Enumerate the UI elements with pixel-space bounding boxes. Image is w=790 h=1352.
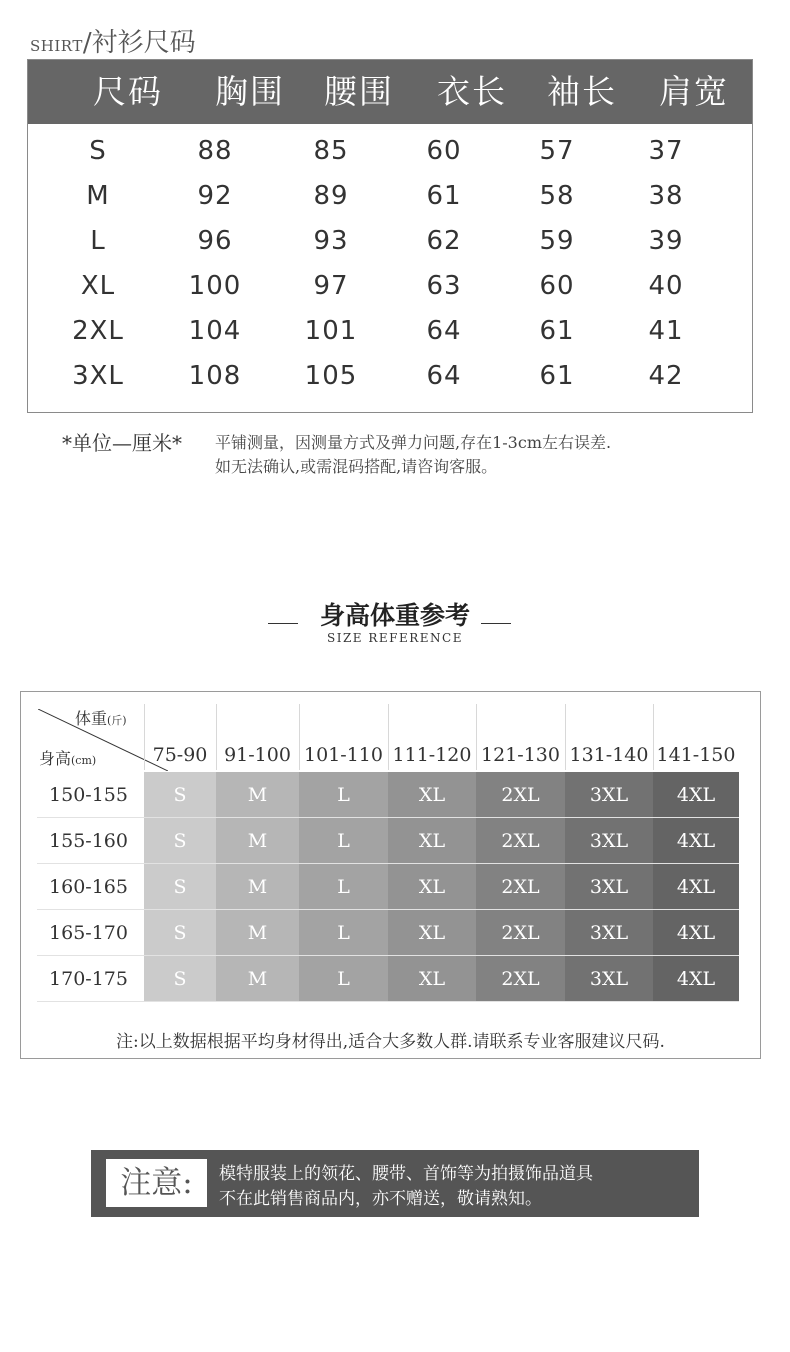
notice-banner — [91, 1150, 699, 1217]
size-suggestion-cell: L — [299, 772, 388, 818]
weight-range-header: 75-90 — [152, 744, 208, 766]
size-cell: 104 — [188, 316, 242, 346]
height-range-label: 165-170 — [49, 922, 128, 944]
size-cell: S — [89, 136, 107, 166]
size-cell: 96 — [197, 226, 233, 256]
size-suggestion-cell: 2XL — [476, 818, 565, 864]
reference-subtitle: SIZE REFERENCE — [327, 631, 463, 645]
weight-range-header: 141-150 — [656, 744, 736, 766]
notice-line2: 不在此销售商品内，亦不赠送，敬请熟知。 — [219, 1189, 542, 1209]
size-cell: 85 — [313, 136, 349, 166]
size-cell: 64 — [426, 361, 462, 391]
size-cell: 63 — [426, 271, 462, 301]
header-shoulder: 肩宽 — [659, 72, 729, 111]
height-unit: (cm) — [71, 754, 97, 767]
size-cell: 38 — [648, 181, 684, 211]
notice-label: 注意: — [120, 1165, 193, 1201]
size-suggestion-cell: 4XL — [653, 864, 739, 910]
size-suggestion-cell: 2XL — [476, 772, 565, 818]
weight-range-header: 131-140 — [569, 744, 649, 766]
size-cell: 100 — [188, 271, 242, 301]
height-range-label: 150-155 — [49, 784, 128, 806]
size-cell: 108 — [188, 361, 242, 391]
size-suggestion-cell: 3XL — [565, 956, 653, 1002]
size-suggestion-cell: L — [299, 864, 388, 910]
size-suggestion-cell: 2XL — [476, 910, 565, 956]
weight-range-header: 111-120 — [392, 744, 472, 766]
weight-axis-label — [75, 706, 127, 729]
size-suggestion-cell: 4XL — [653, 956, 739, 1002]
size-cell: 59 — [539, 226, 575, 256]
height-weight-table — [20, 691, 761, 1059]
header-waist: 腰围 — [324, 72, 394, 111]
header-size: 尺码 — [93, 72, 163, 111]
shirt-title-sep: / — [82, 28, 92, 58]
weight-label: 体重 — [75, 709, 108, 728]
size-suggestion-cell: L — [299, 910, 388, 956]
size-suggestion-cell: M — [216, 772, 299, 818]
size-row — [28, 129, 752, 174]
size-cell: 64 — [426, 316, 462, 346]
size-suggestion-cell: S — [144, 772, 216, 818]
size-cell: 61 — [426, 181, 462, 211]
reference-title: 身高体重参考 — [319, 601, 470, 630]
size-cell: 61 — [539, 316, 575, 346]
size-cell: 39 — [648, 226, 684, 256]
size-cell: 93 — [313, 226, 349, 256]
height-range-label: 155-160 — [49, 830, 128, 852]
header-sleeve: 袖长 — [547, 72, 617, 111]
size-suggestion-cell: S — [144, 818, 216, 864]
size-suggestion-cell: S — [144, 864, 216, 910]
size-suggestion-cell: 3XL — [565, 818, 653, 864]
size-cell: L — [90, 226, 106, 256]
row-separator — [37, 1001, 739, 1002]
weight-unit: (斤) — [107, 714, 127, 727]
header-length: 衣长 — [437, 72, 507, 111]
size-suggestion-cell: 4XL — [653, 818, 739, 864]
size-cell: 42 — [648, 361, 684, 391]
size-suggestion-cell: S — [144, 910, 216, 956]
size-cell: XL — [80, 271, 116, 301]
size-cell: 58 — [539, 181, 575, 211]
size-cell: 61 — [539, 361, 575, 391]
size-suggestion-cell: 2XL — [476, 864, 565, 910]
size-suggestion-cell: L — [299, 818, 388, 864]
size-cell: 37 — [648, 136, 684, 166]
size-suggestion-cell: XL — [388, 818, 476, 864]
size-row — [28, 354, 752, 399]
measure-note-line2: 如无法确认,或需混码搭配,请咨询客服。 — [215, 457, 498, 476]
size-cell: 60 — [426, 136, 462, 166]
notice-line1: 模特服装上的领花、腰带、首饰等为拍摄饰品道具 — [219, 1164, 593, 1184]
size-cell: 89 — [313, 181, 349, 211]
height-label: 身高 — [39, 749, 72, 768]
size-suggestion-cell: M — [216, 910, 299, 956]
size-cell: 3XL — [72, 361, 124, 391]
size-cell: 62 — [426, 226, 462, 256]
weight-range-header: 121-130 — [481, 744, 560, 766]
size-cell: 60 — [539, 271, 575, 301]
size-table-header — [28, 60, 752, 124]
notice-label-box — [106, 1159, 207, 1207]
size-suggestion-cell: 3XL — [565, 910, 653, 956]
size-cell: 97 — [313, 271, 349, 301]
size-cell: 92 — [197, 181, 233, 211]
reference-note: 注:以上数据根据平均身材得出,适合大多数人群.请联系专业客服建议尺码. — [116, 1032, 665, 1052]
size-cell: 2XL — [72, 316, 124, 346]
height-axis-label — [39, 746, 96, 769]
size-row — [28, 174, 752, 219]
size-cell: 105 — [304, 361, 358, 391]
unit-note: *单位—厘米* — [62, 431, 182, 455]
shirt-title-cn: 衬衫尺码 — [91, 28, 196, 58]
size-cell: 101 — [304, 316, 358, 346]
size-suggestion-cell: M — [216, 864, 299, 910]
size-suggestion-cell: 4XL — [653, 772, 739, 818]
size-suggestion-cell: 3XL — [565, 864, 653, 910]
size-suggestion-cell: S — [144, 956, 216, 1002]
size-suggestion-cell: 4XL — [653, 910, 739, 956]
height-range-label: 170-175 — [49, 968, 128, 990]
size-row — [28, 264, 752, 309]
size-suggestion-cell: M — [216, 818, 299, 864]
size-suggestion-cell: 3XL — [565, 772, 653, 818]
size-suggestion-cell: 2XL — [476, 956, 565, 1002]
height-range-label: 160-165 — [49, 876, 128, 898]
size-suggestion-cell: L — [299, 956, 388, 1002]
shirt-size-title — [30, 22, 196, 59]
size-cell: 57 — [539, 136, 575, 166]
size-row — [28, 219, 752, 264]
shirt-size-table — [27, 59, 753, 413]
size-suggestion-cell: XL — [388, 956, 476, 1002]
size-cell: 40 — [648, 271, 684, 301]
size-row — [28, 309, 752, 354]
size-cell: 88 — [197, 136, 233, 166]
size-suggestion-cell: XL — [388, 864, 476, 910]
size-suggestion-cell: XL — [388, 910, 476, 956]
size-suggestion-cell: XL — [388, 772, 476, 818]
weight-range-header: 101-110 — [304, 744, 383, 766]
weight-range-header: 91-100 — [224, 744, 291, 766]
header-chest: 胸围 — [215, 72, 285, 111]
size-cell: M — [86, 181, 110, 211]
size-cell: 41 — [648, 316, 684, 346]
measure-note-line1: 平铺测量，因测量方式及弹力问题,存在1-3cm左右误差. — [215, 433, 612, 452]
shirt-title-en: SHIRT — [30, 37, 83, 55]
size-suggestion-cell: M — [216, 956, 299, 1002]
